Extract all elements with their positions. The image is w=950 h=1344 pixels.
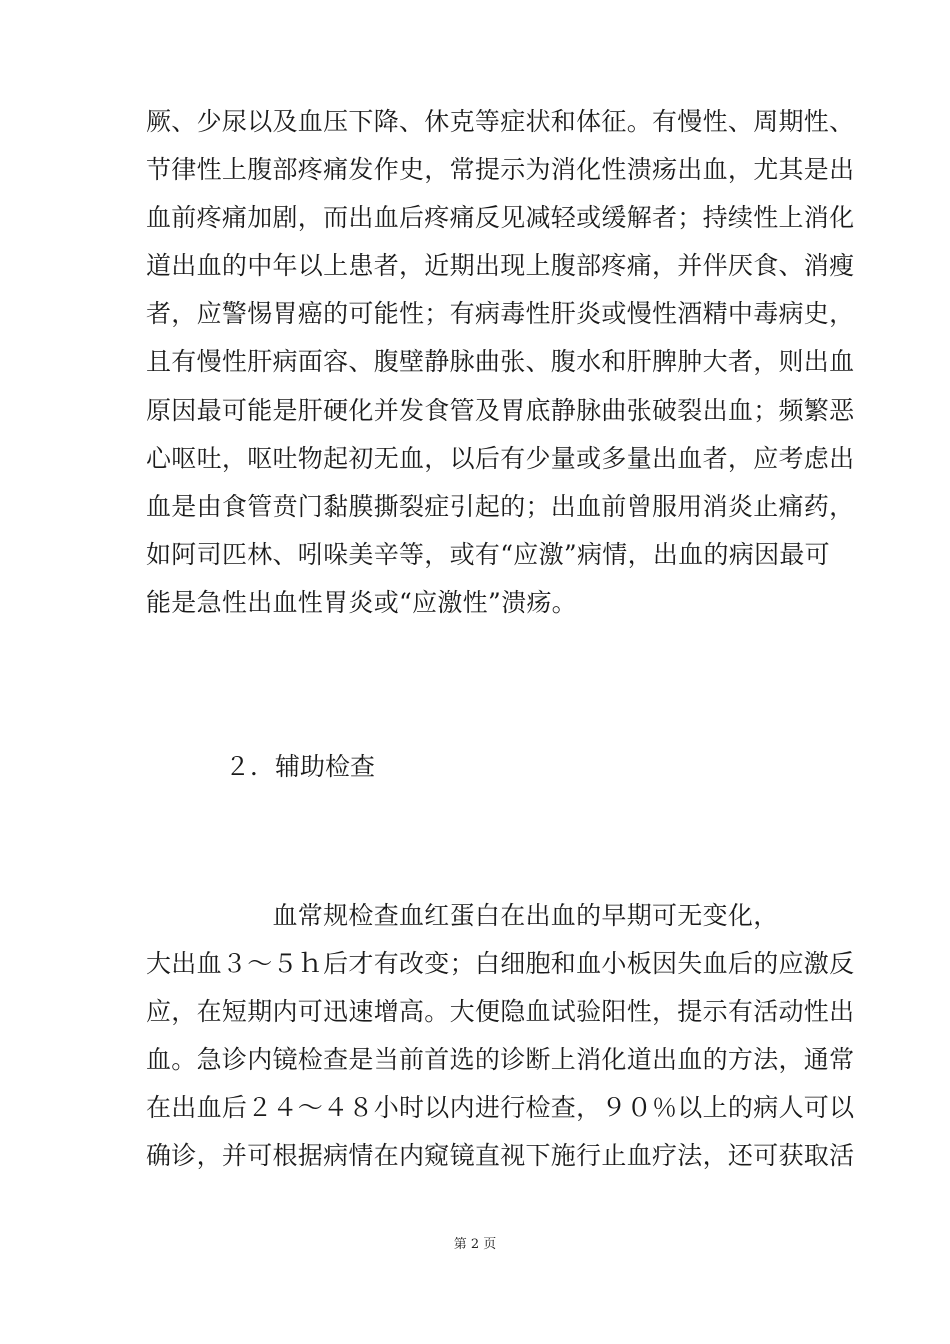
section-heading: ２．辅助检查	[225, 752, 376, 781]
paragraph-line: 道出血的中年以上患者，近期出现上腹部疼痛，并伴厌食、消瘦	[146, 251, 855, 280]
paragraph-line: 节律性上腹部疼痛发作史，常提示为消化性溃疡出血，尤其是出	[146, 155, 855, 184]
paragraph-line: 能是急性出血性胃炎或“应激性”溃疡。	[146, 588, 577, 617]
paragraph-line: 血前疼痛加剧，而出血后疼痛反见减轻或缓解者；持续性上消化	[146, 203, 855, 232]
paragraph-line: 在出血后２４～４８小时以内进行检查，９０％以上的病人可以	[146, 1093, 855, 1122]
paragraph-line: 厥、少尿以及血压下降、休克等症状和体征。有慢性、周期性、	[146, 107, 855, 136]
paragraph-line: 确诊，并可根据病情在内窥镜直视下施行止血疗法，还可获取活	[146, 1141, 855, 1170]
paragraph-line: 原因最可能是肝硬化并发食管及胃底静脉曲张破裂出血；频繁恶	[146, 396, 855, 425]
paragraph-line: 大出血３～５ｈ后才有改变；白细胞和血小板因失血后的应激反	[146, 949, 855, 978]
paragraph-line: 者，应警惕胃癌的可能性；有病毒性肝炎或慢性酒精中毒病史，	[146, 299, 855, 328]
paragraph-line: 血。急诊内镜检查是当前首选的诊断上消化道出血的方法，通常	[146, 1045, 855, 1074]
paragraph-line: 且有慢性肝病面容、腹壁静脉曲张、腹水和肝脾肿大者，则出血	[146, 347, 855, 376]
paragraph-line: 血常规检查血红蛋白在出血的早期可无变化，	[146, 901, 779, 930]
paragraph-line: 如阿司匹林、吲哚美辛等，或有“应激”病情，出血的病因最可	[146, 540, 830, 569]
paragraph-line: 血是由食管贲门黏膜撕裂症引起的；出血前曾服用消炎止痛药，	[146, 492, 855, 521]
paragraph-line: 心呕吐，呕吐物起初无血，以后有少量或多量出血者，应考虑出	[146, 444, 855, 473]
page-number: 第 2 页	[453, 1237, 497, 1252]
paragraph-line: 应，在短期内可迅速增高。大便隐血试验阳性，提示有活动性出	[146, 997, 855, 1026]
